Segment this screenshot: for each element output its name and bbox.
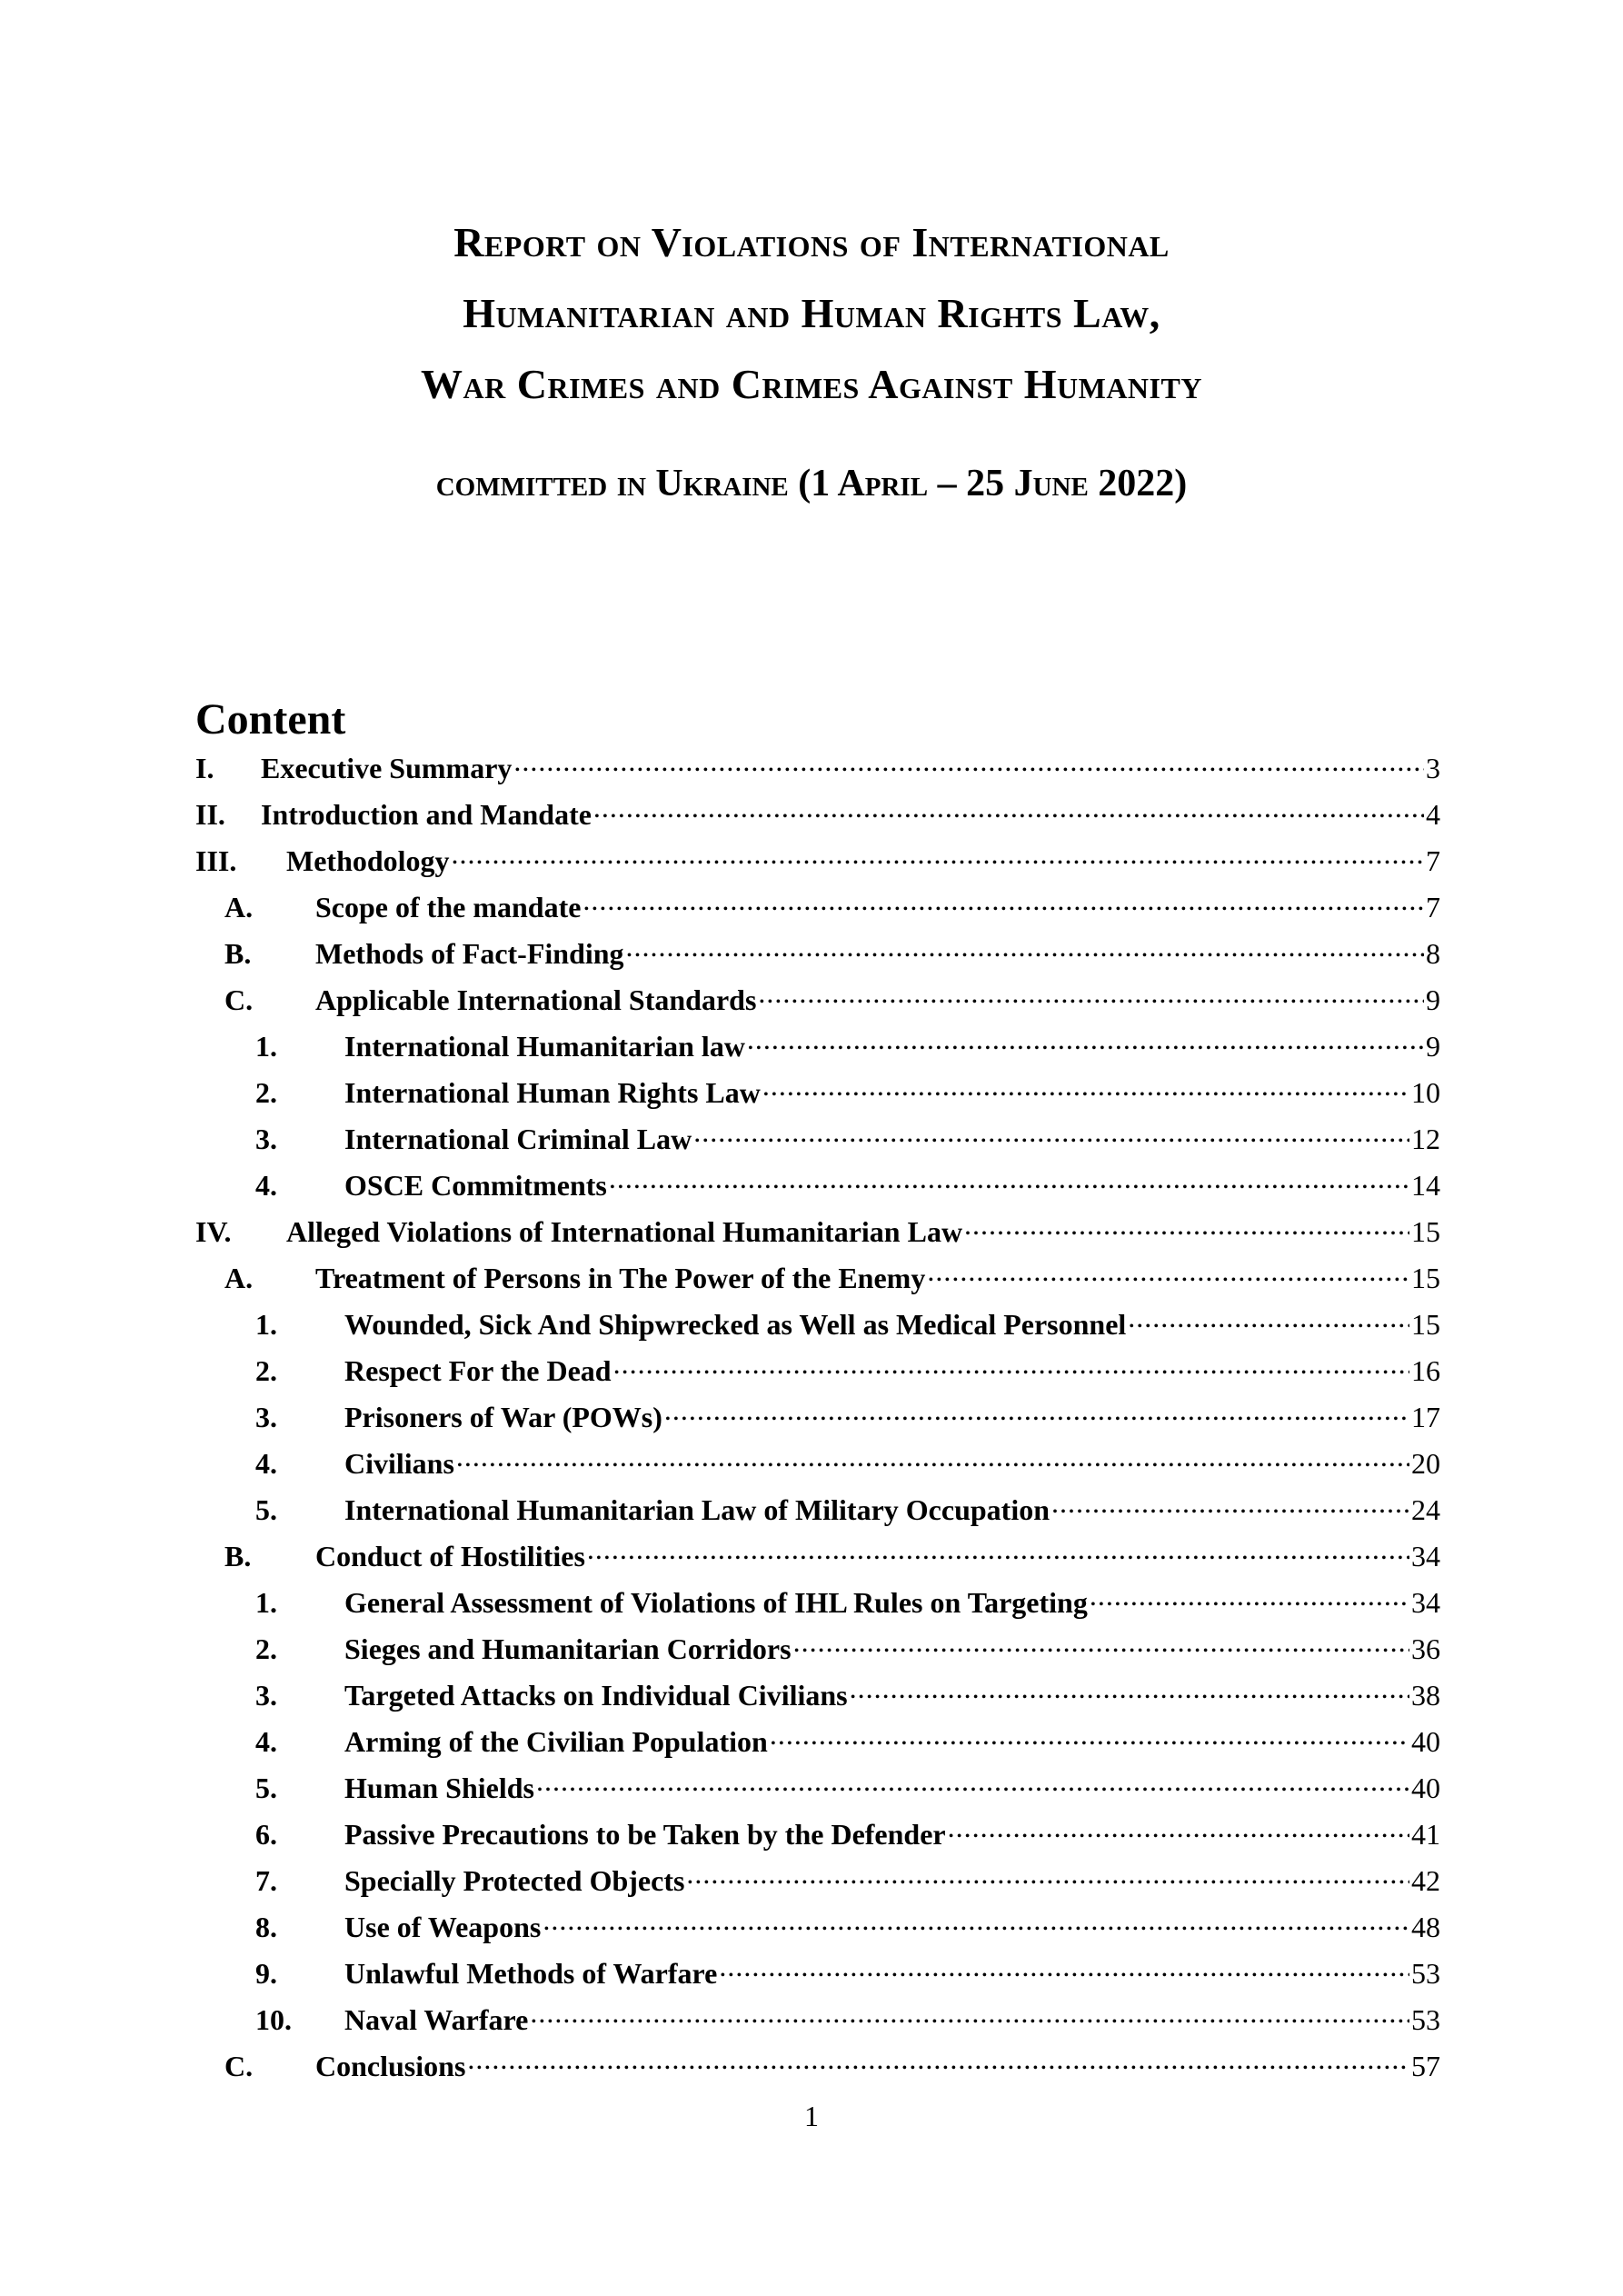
toc-entry-page: 42 (1411, 1864, 1440, 1897)
toc-entry-number: 4. (255, 1447, 277, 1480)
toc-dot-leader (593, 795, 1424, 824)
toc-entry-number: A. (224, 1262, 254, 1294)
toc-entry[interactable] (195, 1073, 1440, 1120)
toc-dot-leader (1051, 1491, 1409, 1520)
toc-entry-label: Naval Warfare (344, 2003, 529, 2036)
toc-entry[interactable] (195, 1583, 1440, 1630)
toc-entry-number: 3. (255, 1679, 277, 1712)
toc-entry-number: 2. (255, 1076, 277, 1109)
toc-entry-page: 10 (1411, 1076, 1440, 1109)
toc-entry-page: 36 (1411, 1632, 1440, 1665)
toc-entry-number: 1. (255, 1030, 277, 1063)
toc-entry-label: Executive Summary (261, 752, 513, 784)
toc-entry-label: Prisoners of War (POWs) (344, 1401, 662, 1433)
toc-entry-number: II. (195, 798, 225, 831)
toc-entry-label: International Humanitarian Law of Military Occupation (344, 1493, 1050, 1526)
toc-entry-page: 38 (1411, 1679, 1440, 1712)
toc-entry[interactable] (195, 749, 1440, 795)
toc-entry-number: 3. (255, 1123, 277, 1155)
toc-entry-number: 3. (255, 1401, 277, 1433)
toc-dot-leader (613, 1352, 1409, 1381)
toc-entry[interactable] (195, 1120, 1440, 1166)
toc-entry-number: 2. (255, 1354, 277, 1387)
toc-entry-number: 10. (255, 2003, 292, 2036)
toc-dot-leader (456, 1444, 1409, 1473)
toc-entry-page: 17 (1411, 1401, 1440, 1433)
toc-entry-page: 9 (1426, 1030, 1440, 1063)
toc-entry-page: 4 (1426, 798, 1440, 831)
toc-entry-number: C. (224, 2050, 254, 2082)
toc-entry-number: 2. (255, 1632, 277, 1665)
toc-entry-label: Applicable International Standards (315, 983, 757, 1016)
toc-dot-leader (758, 981, 1424, 1010)
toc-entry-label: Methodology (286, 844, 450, 877)
toc-entry-label: Human Shields (344, 1772, 534, 1804)
toc-entry-label: Scope of the mandate (315, 891, 582, 923)
toc-entry[interactable] (195, 1305, 1440, 1352)
toc-dot-leader (1090, 1583, 1409, 1612)
toc-entry-page: 53 (1411, 1957, 1440, 1990)
toc-entry-label: Respect For the Dead (344, 1354, 612, 1387)
toc-dot-leader (530, 2001, 1409, 2030)
toc-entry-page: 8 (1426, 937, 1440, 970)
toc-dot-leader (747, 1027, 1424, 1056)
toc-entry-number: IV. (195, 1215, 232, 1248)
toc-entry-label: Passive Precautions to be Taken by the Defender (344, 1818, 946, 1851)
toc-entry[interactable] (195, 1676, 1440, 1722)
toc-dot-leader (536, 1769, 1409, 1798)
page-number: 1 (804, 2100, 819, 2132)
toc-entry-number: C. (224, 983, 254, 1016)
toc-entry[interactable] (195, 1166, 1440, 1213)
toc-entry-page: 15 (1411, 1215, 1440, 1248)
title-line-3: War Crimes and Crimes Against Humanity (421, 361, 1202, 407)
toc-dot-leader (693, 1120, 1409, 1149)
title-line-2: Humanitarian and Human Rights Law, (463, 290, 1160, 336)
toc-entry-label: Targeted Attacks on Individual Civilians (344, 1679, 848, 1712)
toc-entry-page: 34 (1411, 1586, 1440, 1619)
toc-entry-number: 4. (255, 1169, 277, 1202)
toc-entry-page: 7 (1426, 891, 1440, 923)
toc-entry-number: 5. (255, 1493, 277, 1526)
toc-entry-number: B. (224, 1540, 252, 1572)
toc-entry-label: Treatment of Persons in The Power of the Enemy (315, 1262, 926, 1294)
toc-entry-number: III. (195, 844, 237, 877)
toc-entry-number: 1. (255, 1586, 277, 1619)
toc-entry[interactable] (195, 1398, 1440, 1444)
toc-dot-leader (543, 1908, 1409, 1937)
toc-dot-leader (927, 1259, 1409, 1288)
toc-dot-leader (719, 1954, 1409, 1983)
toc-dot-leader (664, 1398, 1409, 1427)
toc-dot-leader (626, 934, 1424, 963)
toc-entry-number: 6. (255, 1818, 277, 1851)
toc-entry-label: Sieges and Humanitarian Corridors (344, 1632, 792, 1665)
toc-entry-page: 40 (1411, 1725, 1440, 1758)
toc-entry-label: Civilians (344, 1447, 454, 1480)
toc-entry-label: Alleged Violations of International Humanitarian Law (286, 1215, 963, 1248)
toc-entry-page: 16 (1411, 1354, 1440, 1387)
toc-dot-leader (582, 888, 1424, 917)
toc-entry-page: 24 (1411, 1493, 1440, 1526)
toc-entry-page: 20 (1411, 1447, 1440, 1480)
toc-entry-label: Use of Weapons (344, 1911, 542, 1943)
toc-entry[interactable] (195, 842, 1440, 888)
toc-entry-label: Specially Protected Objects (344, 1864, 685, 1897)
toc-entry-number: I. (195, 752, 214, 784)
toc-entry-page: 48 (1411, 1911, 1440, 1943)
toc-entry-number: B. (224, 937, 252, 970)
toc-entry[interactable] (195, 1491, 1440, 1537)
toc-entry-label: Conclusions (315, 2050, 466, 2082)
toc-entry[interactable] (195, 1259, 1440, 1305)
toc-entry[interactable] (195, 1722, 1440, 1769)
toc-entry-page: 7 (1426, 844, 1440, 877)
toc-dot-leader (770, 1722, 1409, 1752)
toc-entry-number: A. (224, 891, 254, 923)
toc-entry-label: Arming of the Civilian Population (344, 1725, 768, 1758)
toc-entry-number: 1. (255, 1308, 277, 1341)
toc-entry-number: 5. (255, 1772, 277, 1804)
toc-entry-label: Conduct of Hostilities (315, 1540, 585, 1572)
toc-entry-number: 7. (255, 1864, 277, 1897)
toc-entry-number: 9. (255, 1957, 277, 1990)
toc-entry[interactable] (195, 888, 1440, 934)
toc-dot-leader (452, 842, 1424, 871)
toc-entry[interactable] (195, 981, 1440, 1027)
toc-entry-page: 15 (1411, 1308, 1440, 1341)
toc-dot-leader (467, 2047, 1409, 2076)
toc-dot-leader (587, 1537, 1409, 1566)
toc-entry[interactable] (195, 1862, 1440, 1908)
toc-entry-page: 53 (1411, 2003, 1440, 2036)
toc-entry[interactable] (195, 1537, 1440, 1583)
toc-entry[interactable] (195, 1769, 1440, 1815)
toc-entry[interactable] (195, 1630, 1440, 1676)
toc-entry[interactable] (195, 2047, 1440, 2093)
toc-entry-label: Methods of Fact-Finding (315, 937, 624, 970)
toc-dot-leader (1128, 1305, 1409, 1334)
toc-dot-leader (513, 749, 1424, 778)
toc-entry-label: Unlawful Methods of Warfare (344, 1957, 718, 1990)
toc-entry-page: 41 (1411, 1818, 1440, 1851)
toc-entry-label: International Human Rights Law (344, 1076, 761, 1109)
toc-entry-label: International Criminal Law (344, 1123, 692, 1155)
toc-entry[interactable] (195, 1954, 1440, 2001)
toc-entry[interactable] (195, 1213, 1440, 1259)
toc-entry-label: General Assessment of Violations of IHL Rules on Targeting (344, 1586, 1088, 1619)
toc-entry-page: 3 (1426, 752, 1440, 784)
toc-entry-label: Introduction and Mandate (261, 798, 592, 831)
toc-entry[interactable] (195, 1352, 1440, 1398)
toc-entry[interactable] (195, 1444, 1440, 1491)
toc-entry[interactable] (195, 1815, 1440, 1862)
toc-dot-leader (793, 1630, 1409, 1659)
toc-entry-number: 4. (255, 1725, 277, 1758)
toc-entry-page: 14 (1411, 1169, 1440, 1202)
toc-entry-number: 8. (255, 1911, 277, 1943)
report-title (0, 207, 1623, 420)
title-line-1: Report on Violations of International (453, 219, 1170, 265)
toc-entry-page: 15 (1411, 1262, 1440, 1294)
toc-dot-leader (850, 1676, 1409, 1705)
toc-entry[interactable] (195, 934, 1440, 981)
toc-entry[interactable] (195, 1908, 1440, 1954)
toc-entry-page: 34 (1411, 1540, 1440, 1572)
toc-entry-label: International Humanitarian law (344, 1030, 745, 1063)
toc-entry-page: 9 (1426, 983, 1440, 1016)
toc-entry-page: 12 (1411, 1123, 1440, 1155)
toc-dot-leader (762, 1073, 1409, 1103)
toc-entry-label: OSCE Commitments (344, 1169, 607, 1202)
toc-entry-page: 40 (1411, 1772, 1440, 1804)
toc-dot-leader (686, 1862, 1409, 1891)
toc-entry[interactable] (195, 795, 1440, 842)
toc-dot-leader (948, 1815, 1409, 1844)
toc-entry-page: 57 (1411, 2050, 1440, 2082)
toc-entry[interactable] (195, 1027, 1440, 1073)
content-heading: Content (195, 695, 346, 744)
report-subtitle: committed in Ukraine (1 April – 25 June 2022) (435, 463, 1188, 504)
toc-dot-leader (964, 1213, 1409, 1242)
toc-dot-leader (609, 1166, 1409, 1195)
toc-entry-label: Wounded, Sick And Shipwrecked as Well as Medical Personnel (344, 1308, 1127, 1341)
toc-entry[interactable] (195, 2001, 1440, 2047)
table-of-contents (195, 749, 1440, 2093)
